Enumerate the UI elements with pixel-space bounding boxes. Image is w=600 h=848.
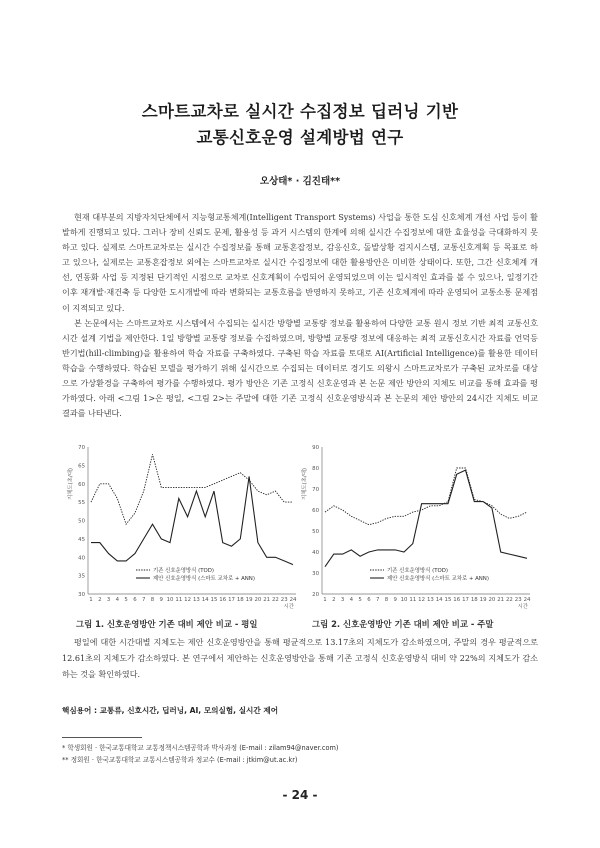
legend-entry: 제안 신호운영방식 (스마트 교차로 + ANN) bbox=[153, 576, 255, 582]
x-tick-label: 22 bbox=[506, 597, 513, 603]
x-tick-label: 15 bbox=[444, 597, 452, 603]
y-tick-label: 65 bbox=[78, 463, 85, 470]
legend-entry: 기존 신호운영방식 (TOD) bbox=[387, 568, 448, 574]
conclusion-paragraph: 평일에 대한 시간대별 지체도는 제안 신호운영방안을 통해 평균적으로 13.17초의 지체도가 감소하였으며, 주말의 경우 평균적으로 12.61초의 지체도가 감소하였다. 본 연구에서 제안하는 신호운영방안을 통해 기존 고정식 신호운영방식 대비 약 22%의 지체도가 감소하는 것을 확인하였다. bbox=[62, 637, 538, 679]
x-tick-label: 18 bbox=[236, 597, 244, 603]
y-tick-label: 60 bbox=[312, 508, 319, 514]
x-tick-label: 8 bbox=[150, 597, 155, 603]
y-tick-label: 30 bbox=[312, 571, 319, 577]
x-tick-label: 11 bbox=[409, 597, 417, 603]
figure-1-caption: 그림 1. 신호운영방안 기존 대비 제안 비교 - 평일 bbox=[76, 619, 258, 629]
x-tick-label: 22 bbox=[272, 597, 279, 603]
x-tick-label: 9 bbox=[159, 597, 163, 603]
x-tick-label: 6 bbox=[367, 597, 371, 603]
x-tick-label: 21 bbox=[263, 597, 271, 603]
footnote-2: ** 정회원 · 한국교통대학교 교통시스템공학과 정교수 (E-mail : jtkim@ut.ac.kr) bbox=[62, 756, 298, 764]
authors: 오상태* · 김진태** bbox=[259, 176, 341, 187]
series-line-proposed-ann bbox=[91, 476, 293, 564]
keywords: 핵심용어 : 교통류, 신호시간, 딥러닝, AI, 모의실험, 실시간 제어 bbox=[62, 706, 279, 715]
y-tick-label: 30 bbox=[78, 592, 85, 598]
x-tick-label: 4 bbox=[349, 597, 354, 603]
figure-1-weekday-chart bbox=[66, 442, 304, 614]
x-tick-label: 7 bbox=[375, 597, 380, 603]
x-axis-label: 시간 bbox=[517, 604, 528, 610]
legend-entry: 제안 신호운영방식 (스마트 교차로 + ANN) bbox=[387, 576, 489, 582]
conclusion bbox=[62, 634, 538, 682]
y-tick-label: 60 bbox=[78, 481, 85, 488]
x-tick-label: 24 bbox=[523, 597, 531, 603]
x-tick-label: 5 bbox=[358, 597, 362, 603]
x-tick-label: 18 bbox=[470, 597, 478, 603]
x-tick-label: 13 bbox=[192, 597, 200, 603]
x-tick-label: 21 bbox=[497, 597, 505, 603]
x-tick-label: 7 bbox=[141, 597, 146, 603]
x-tick-label: 17 bbox=[462, 597, 469, 603]
x-tick-label: 12 bbox=[184, 597, 192, 603]
figure-2-weekend-chart bbox=[300, 442, 538, 614]
chart-2-svg bbox=[300, 442, 538, 614]
x-tick-label: 1 bbox=[323, 597, 327, 603]
y-tick-label: 55 bbox=[78, 500, 85, 507]
chart-1-svg bbox=[66, 442, 304, 614]
x-tick-label: 19 bbox=[245, 597, 253, 603]
x-tick-label: 4 bbox=[115, 597, 120, 603]
x-tick-label: 8 bbox=[384, 597, 389, 603]
x-tick-label: 3 bbox=[106, 597, 111, 603]
y-tick-label: 45 bbox=[78, 536, 85, 543]
x-tick-label: 20 bbox=[254, 597, 262, 603]
y-axis-label: 지체도(초/대) bbox=[68, 467, 74, 501]
x-tick-label: 24 bbox=[289, 597, 297, 603]
x-tick-label: 23 bbox=[280, 597, 288, 603]
paper-title-line-1: 스마트교차로 실시간 수집정보 딥러닝 기반 bbox=[141, 102, 459, 121]
y-axis-label: 지체도(초/대) bbox=[302, 467, 308, 501]
legend-entry: 기존 신호운영방식 (TOD) bbox=[153, 568, 214, 574]
abstract-paragraph-2: 본 논문에서는 스마트교차로 시스템에서 수집되는 실시간 방향별 교통량 정보를 활용하여 다양한 교통 원시 정보 기반 최적 교통신호시간 설계 기법을 제안한다. 1일 방향별 교통량 정보를 수집하였으며, 방향별 교통량 정보에 대응하는 최적 교통신호시간 자료를 언덕등반기법(hill-climbing)을 활용하여 학습 자료를 구축하였다. 구축된 학습 자료를 토대로 AI(Artificial Intelligence)를 활용한 데이터 학습을 수행하였다. 학습된 모델을 평가하기 위해 실시간으로 수집되는 데이터로 경기도 의왕시 스마트교차로가 구축된 교차로를 대상으로 가상환경을 구축하여 평가를 수행하였다. 평가 방안은 기존 고정식 신호운영과 본 논문 제안 방안의 지체도 비교를 통해 효과를 평가하였다. 아래 <그림 1>은 평일, <그림 2>는 주말에 대한 기존 고정식 신호운영방식과 본 논문의 제안 방안의 24시간 지체도 비교 결과를 나타낸다. bbox=[62, 317, 538, 419]
x-tick-label: 2 bbox=[98, 597, 102, 603]
abstract-paragraph-1: 현재 대부분의 지방자치단체에서 지능형교통체계(Intelligent Transport Systems) 사업을 통한 도심 신호체계 개선 사업 등이 활발하게 진행되고 있다. 그러나 장비 신뢰도 문제, 활용성 등 과거 시스템의 한계에 의해 실시간 수집정보에 대한 효율성을 극대화하지 못하고 있다. 실제로 스마트교차로는 실시간 수집정보를 통해 교통혼잡정보, 감응신호, 돌발상황 검지시스템, 교통신호계획 등 목표로 하고 있으나, 실제로는 교통혼잡정보 외에는 스마트교차로 실시간 수집정보에 대한 활용방안은 미비한 상태이다. 또한, 그간 신호체계 개선, 연동화 사업 등 지정된 단기적인 시점으로 교차로 신호계획이 수립되어 운영되었으며 이는 일시적인 효과를 볼 수 있으나, 일정기간 이후 재개발·재건축 등 다양한 도시개발에 따라 변화되는 교통흐름을 반영하지 못하고, 기존 신호체계에 따라 운영되어 교통소통 문제점이 지적되고 있다. bbox=[62, 212, 538, 313]
series-line-proposed-ann bbox=[325, 470, 527, 567]
x-tick-label: 10 bbox=[166, 597, 174, 603]
series-line-existing-tod bbox=[91, 454, 293, 524]
footnote-divider bbox=[62, 737, 142, 738]
x-tick-label: 11 bbox=[175, 597, 183, 603]
series-line-existing-tod bbox=[325, 468, 527, 525]
paper-title-line-2: 교통신호운영 설계방법 연구 bbox=[196, 128, 404, 147]
x-tick-label: 5 bbox=[124, 597, 128, 603]
x-tick-label: 17 bbox=[228, 597, 235, 603]
x-tick-label: 13 bbox=[426, 597, 434, 603]
x-tick-label: 23 bbox=[514, 597, 522, 603]
y-tick-label: 40 bbox=[78, 555, 85, 562]
y-tick-label: 40 bbox=[312, 550, 319, 556]
x-tick-label: 6 bbox=[133, 597, 137, 603]
y-tick-label: 80 bbox=[312, 466, 319, 472]
x-tick-label: 14 bbox=[201, 597, 209, 603]
x-tick-label: 15 bbox=[210, 597, 218, 603]
x-tick-label: 16 bbox=[453, 597, 461, 603]
x-axis-label: 시간 bbox=[283, 604, 294, 610]
x-tick-label: 16 bbox=[219, 597, 227, 603]
x-tick-label: 1 bbox=[89, 597, 93, 603]
y-tick-label: 70 bbox=[78, 445, 85, 451]
x-tick-label: 10 bbox=[400, 597, 408, 603]
y-tick-label: 20 bbox=[312, 592, 319, 598]
y-tick-label: 50 bbox=[78, 518, 85, 525]
abstract bbox=[62, 210, 538, 421]
page-number: - 24 - bbox=[282, 788, 318, 802]
x-tick-label: 20 bbox=[488, 597, 496, 603]
y-tick-label: 50 bbox=[312, 529, 319, 535]
x-tick-label: 3 bbox=[340, 597, 345, 603]
x-tick-label: 12 bbox=[418, 597, 426, 603]
x-tick-label: 14 bbox=[435, 597, 443, 603]
y-tick-label: 35 bbox=[78, 573, 85, 580]
footnote-1: * 학생회원 · 한국교통대학교 교통정책시스템공학과 박사과정 (E-mail : zilam94@naver.com) bbox=[62, 744, 339, 752]
x-tick-label: 19 bbox=[479, 597, 487, 603]
x-tick-label: 9 bbox=[393, 597, 397, 603]
y-tick-label: 90 bbox=[312, 445, 319, 451]
x-tick-label: 2 bbox=[332, 597, 336, 603]
figure-2-caption: 그림 2. 신호운영방안 기존 대비 제안 비교 - 주말 bbox=[312, 619, 494, 629]
y-tick-label: 70 bbox=[312, 487, 319, 493]
